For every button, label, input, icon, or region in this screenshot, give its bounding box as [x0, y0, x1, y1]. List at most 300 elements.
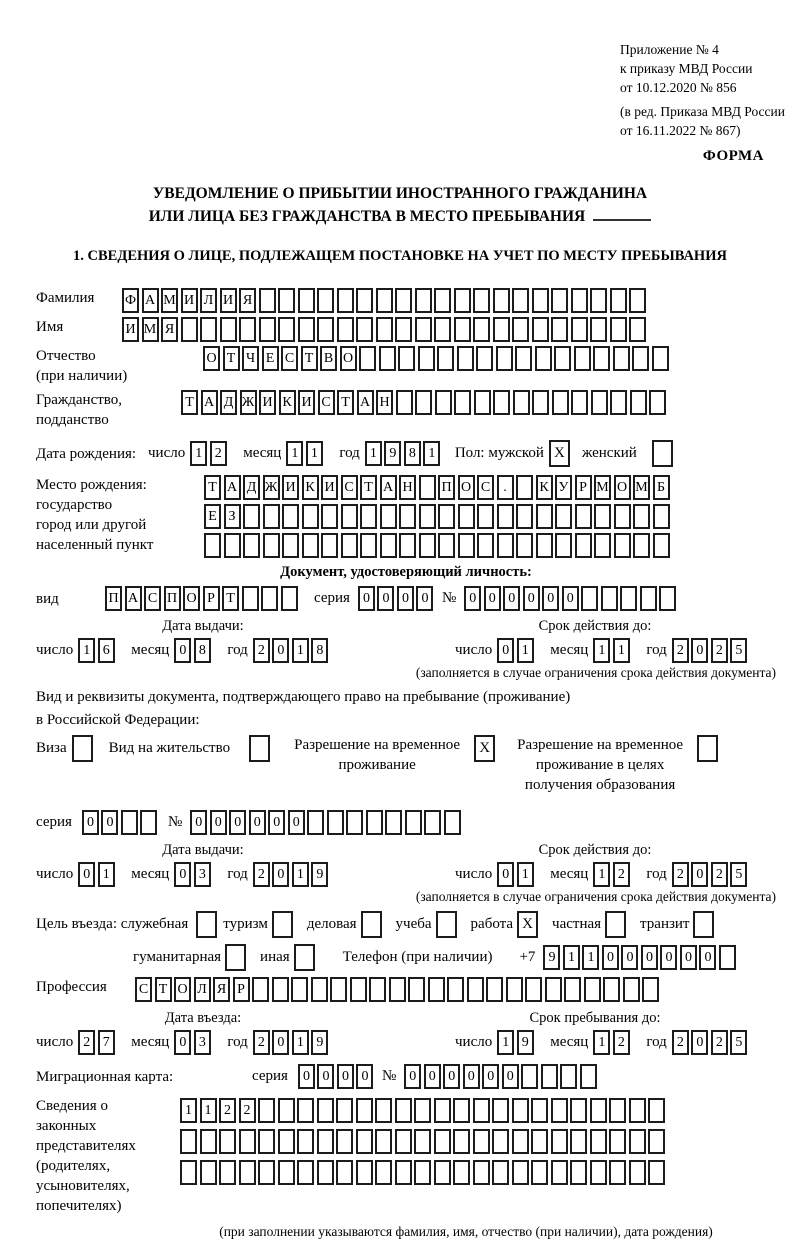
- form-cell[interactable]: [396, 390, 413, 415]
- form-cell[interactable]: [359, 346, 376, 371]
- form-cell[interactable]: О: [340, 346, 357, 371]
- form-cell[interactable]: П: [438, 475, 455, 500]
- form-cell[interactable]: [493, 317, 510, 342]
- form-cell[interactable]: 0: [503, 586, 520, 611]
- form-cell[interactable]: [380, 533, 397, 558]
- form-cell[interactable]: [476, 346, 493, 371]
- form-cell[interactable]: [571, 317, 588, 342]
- form-cell[interactable]: З: [224, 504, 241, 529]
- temp-residence-edu-checkbox[interactable]: [697, 735, 718, 762]
- form-cell[interactable]: 5: [730, 638, 747, 663]
- form-cell[interactable]: 9: [311, 1030, 328, 1055]
- form-cell[interactable]: [512, 1098, 529, 1123]
- form-cell[interactable]: [532, 390, 549, 415]
- form-cell[interactable]: 2: [613, 862, 630, 887]
- form-cell[interactable]: И: [259, 390, 276, 415]
- form-cell[interactable]: [571, 288, 588, 313]
- form-cell[interactable]: 1: [292, 638, 309, 663]
- form-cell[interactable]: Ч: [242, 346, 259, 371]
- form-cell[interactable]: 0: [174, 862, 191, 887]
- form-cell[interactable]: [375, 1129, 392, 1154]
- form-cell[interactable]: Л: [194, 977, 211, 1002]
- form-cell[interactable]: [307, 810, 324, 835]
- form-cell[interactable]: [418, 346, 435, 371]
- form-cell[interactable]: [297, 1160, 314, 1185]
- form-cell[interactable]: М: [633, 475, 650, 500]
- form-cell[interactable]: [633, 504, 650, 529]
- form-cell[interactable]: И: [298, 390, 315, 415]
- form-cell[interactable]: [447, 977, 464, 1002]
- form-cell[interactable]: 0: [268, 810, 285, 835]
- form-cell[interactable]: [415, 288, 432, 313]
- form-cell[interactable]: 1: [517, 638, 534, 663]
- form-cell[interactable]: [570, 1098, 587, 1123]
- form-cell[interactable]: [398, 346, 415, 371]
- form-cell[interactable]: 0: [317, 1064, 334, 1089]
- temp-residence-checkbox[interactable]: X: [474, 735, 495, 762]
- form-cell[interactable]: [516, 475, 533, 500]
- form-cell[interactable]: [551, 1129, 568, 1154]
- form-cell[interactable]: [297, 1129, 314, 1154]
- form-cell[interactable]: 1: [286, 441, 303, 466]
- form-cell[interactable]: Е: [204, 504, 221, 529]
- form-cell[interactable]: А: [380, 475, 397, 500]
- form-cell[interactable]: 0: [699, 945, 716, 970]
- form-cell[interactable]: С: [281, 346, 298, 371]
- form-cell[interactable]: [477, 504, 494, 529]
- option-checkbox[interactable]: [605, 911, 626, 938]
- form-cell[interactable]: [536, 504, 553, 529]
- form-cell[interactable]: [515, 346, 532, 371]
- form-cell[interactable]: [239, 1160, 256, 1185]
- form-cell[interactable]: [356, 1129, 373, 1154]
- option-checkbox[interactable]: [693, 911, 714, 938]
- form-cell[interactable]: Ф: [122, 288, 139, 313]
- form-cell[interactable]: [659, 586, 676, 611]
- form-cell[interactable]: А: [357, 390, 374, 415]
- form-cell[interactable]: [633, 533, 650, 558]
- form-cell[interactable]: [649, 390, 666, 415]
- form-cell[interactable]: [376, 288, 393, 313]
- form-cell[interactable]: [555, 504, 572, 529]
- form-cell[interactable]: 0: [424, 1064, 441, 1089]
- form-cell[interactable]: 8: [194, 638, 211, 663]
- form-cell[interactable]: [389, 977, 406, 1002]
- form-cell[interactable]: [317, 1129, 334, 1154]
- form-cell[interactable]: [497, 533, 514, 558]
- form-cell[interactable]: [531, 1098, 548, 1123]
- form-cell[interactable]: М: [142, 317, 159, 342]
- form-cell[interactable]: [653, 533, 670, 558]
- residence-permit-checkbox[interactable]: [249, 735, 270, 762]
- form-cell[interactable]: [259, 317, 276, 342]
- form-cell[interactable]: [263, 533, 280, 558]
- form-cell[interactable]: [375, 1098, 392, 1123]
- form-cell[interactable]: 0: [464, 586, 481, 611]
- form-cell[interactable]: [552, 390, 569, 415]
- form-cell[interactable]: Е: [262, 346, 279, 371]
- form-cell[interactable]: [512, 288, 529, 313]
- form-cell[interactable]: [434, 1160, 451, 1185]
- form-cell[interactable]: А: [224, 475, 241, 500]
- form-cell[interactable]: 1: [98, 862, 115, 887]
- form-cell[interactable]: [424, 810, 441, 835]
- form-cell[interactable]: [545, 977, 562, 1002]
- option-checkbox[interactable]: [361, 911, 382, 938]
- form-cell[interactable]: И: [220, 288, 237, 313]
- form-cell[interactable]: Ж: [240, 390, 257, 415]
- form-cell[interactable]: [506, 977, 523, 1002]
- form-cell[interactable]: [453, 1098, 470, 1123]
- form-cell[interactable]: [581, 586, 598, 611]
- form-cell[interactable]: [281, 586, 298, 611]
- form-cell[interactable]: [719, 945, 736, 970]
- form-cell[interactable]: 2: [253, 862, 270, 887]
- form-cell[interactable]: [473, 317, 490, 342]
- form-cell[interactable]: А: [125, 586, 142, 611]
- form-cell[interactable]: [252, 977, 269, 1002]
- form-cell[interactable]: 0: [404, 1064, 421, 1089]
- form-cell[interactable]: 1: [292, 1030, 309, 1055]
- form-cell[interactable]: [399, 504, 416, 529]
- form-cell[interactable]: [395, 1098, 412, 1123]
- form-cell[interactable]: [140, 810, 157, 835]
- form-cell[interactable]: С: [318, 390, 335, 415]
- form-cell[interactable]: 1: [423, 441, 440, 466]
- form-cell[interactable]: [560, 1064, 577, 1089]
- form-cell[interactable]: Т: [222, 586, 239, 611]
- form-cell[interactable]: [467, 977, 484, 1002]
- form-cell[interactable]: [272, 977, 289, 1002]
- form-cell[interactable]: [258, 1098, 275, 1123]
- form-cell[interactable]: 3: [194, 1030, 211, 1055]
- form-cell[interactable]: 0: [562, 586, 579, 611]
- form-cell[interactable]: [395, 288, 412, 313]
- form-cell[interactable]: [298, 317, 315, 342]
- form-cell[interactable]: [584, 977, 601, 1002]
- form-cell[interactable]: [521, 1064, 538, 1089]
- form-cell[interactable]: 0: [691, 862, 708, 887]
- form-cell[interactable]: П: [164, 586, 181, 611]
- form-cell[interactable]: [453, 1160, 470, 1185]
- form-cell[interactable]: [531, 1129, 548, 1154]
- form-cell[interactable]: 1: [593, 1030, 610, 1055]
- form-cell[interactable]: [609, 1129, 626, 1154]
- form-cell[interactable]: 2: [711, 862, 728, 887]
- form-cell[interactable]: 2: [253, 1030, 270, 1055]
- form-cell[interactable]: О: [614, 475, 631, 500]
- form-cell[interactable]: [219, 1160, 236, 1185]
- sex-male-checkbox[interactable]: X: [549, 440, 570, 467]
- form-cell[interactable]: 3: [194, 862, 211, 887]
- form-cell[interactable]: [492, 1098, 509, 1123]
- form-cell[interactable]: 0: [397, 586, 414, 611]
- form-cell[interactable]: У: [555, 475, 572, 500]
- form-cell[interactable]: [601, 586, 618, 611]
- form-cell[interactable]: [302, 533, 319, 558]
- form-cell[interactable]: [473, 1098, 490, 1123]
- form-cell[interactable]: [200, 1129, 217, 1154]
- form-cell[interactable]: А: [201, 390, 218, 415]
- form-cell[interactable]: [356, 1098, 373, 1123]
- form-cell[interactable]: [591, 390, 608, 415]
- form-cell[interactable]: [434, 317, 451, 342]
- form-cell[interactable]: [551, 1098, 568, 1123]
- form-cell[interactable]: [532, 317, 549, 342]
- form-cell[interactable]: [317, 1160, 334, 1185]
- form-cell[interactable]: [632, 346, 649, 371]
- form-cell[interactable]: 0: [416, 586, 433, 611]
- form-cell[interactable]: [181, 317, 198, 342]
- form-cell[interactable]: [574, 346, 591, 371]
- form-cell[interactable]: [341, 533, 358, 558]
- form-cell[interactable]: 1: [582, 945, 599, 970]
- form-cell[interactable]: [311, 977, 328, 1002]
- form-cell[interactable]: [642, 977, 659, 1002]
- form-cell[interactable]: 1: [365, 441, 382, 466]
- form-cell[interactable]: [327, 810, 344, 835]
- form-cell[interactable]: [243, 533, 260, 558]
- form-cell[interactable]: 0: [542, 586, 559, 611]
- form-cell[interactable]: 0: [174, 1030, 191, 1055]
- form-cell[interactable]: [239, 1129, 256, 1154]
- form-cell[interactable]: [603, 977, 620, 1002]
- form-cell[interactable]: 0: [443, 1064, 460, 1089]
- form-cell[interactable]: 0: [484, 586, 501, 611]
- form-cell[interactable]: [356, 317, 373, 342]
- form-cell[interactable]: [239, 317, 256, 342]
- form-cell[interactable]: [473, 1129, 490, 1154]
- form-cell[interactable]: Б: [653, 475, 670, 500]
- form-cell[interactable]: [512, 317, 529, 342]
- form-cell[interactable]: [444, 810, 461, 835]
- form-cell[interactable]: [609, 1098, 626, 1123]
- form-cell[interactable]: 2: [711, 638, 728, 663]
- form-cell[interactable]: Д: [220, 390, 237, 415]
- form-cell[interactable]: 0: [641, 945, 658, 970]
- form-cell[interactable]: [434, 1129, 451, 1154]
- form-cell[interactable]: [379, 346, 396, 371]
- form-cell[interactable]: [336, 1160, 353, 1185]
- form-cell[interactable]: [541, 1064, 558, 1089]
- form-cell[interactable]: С: [135, 977, 152, 1002]
- form-cell[interactable]: [200, 1160, 217, 1185]
- form-cell[interactable]: 0: [210, 810, 227, 835]
- form-cell[interactable]: 0: [358, 586, 375, 611]
- form-cell[interactable]: [419, 504, 436, 529]
- form-cell[interactable]: [614, 533, 631, 558]
- form-cell[interactable]: [531, 1160, 548, 1185]
- form-cell[interactable]: [453, 1129, 470, 1154]
- form-cell[interactable]: О: [203, 346, 220, 371]
- form-cell[interactable]: [496, 346, 513, 371]
- form-cell[interactable]: 0: [356, 1064, 373, 1089]
- form-cell[interactable]: [551, 288, 568, 313]
- form-cell[interactable]: [258, 1129, 275, 1154]
- form-cell[interactable]: 0: [502, 1064, 519, 1089]
- option-checkbox[interactable]: X: [517, 911, 538, 938]
- form-cell[interactable]: [200, 317, 217, 342]
- form-cell[interactable]: Р: [575, 475, 592, 500]
- form-cell[interactable]: 9: [384, 441, 401, 466]
- form-cell[interactable]: [298, 288, 315, 313]
- form-cell[interactable]: [593, 346, 610, 371]
- form-cell[interactable]: О: [174, 977, 191, 1002]
- form-cell[interactable]: [408, 977, 425, 1002]
- form-cell[interactable]: [438, 504, 455, 529]
- form-cell[interactable]: [609, 1160, 626, 1185]
- form-cell[interactable]: [243, 504, 260, 529]
- form-cell[interactable]: [532, 288, 549, 313]
- form-cell[interactable]: [590, 288, 607, 313]
- form-cell[interactable]: М: [594, 475, 611, 500]
- form-cell[interactable]: [258, 1160, 275, 1185]
- sex-female-checkbox[interactable]: [652, 440, 673, 467]
- purpose-first-checkbox[interactable]: [196, 911, 217, 938]
- form-cell[interactable]: [278, 1160, 295, 1185]
- form-cell[interactable]: 0: [272, 1030, 289, 1055]
- form-cell[interactable]: [380, 504, 397, 529]
- form-cell[interactable]: [415, 390, 432, 415]
- form-cell[interactable]: [614, 504, 631, 529]
- form-cell[interactable]: Л: [200, 288, 217, 313]
- form-cell[interactable]: 9: [311, 862, 328, 887]
- form-cell[interactable]: [648, 1160, 665, 1185]
- form-cell[interactable]: Я: [161, 317, 178, 342]
- form-cell[interactable]: [220, 317, 237, 342]
- form-cell[interactable]: [492, 1129, 509, 1154]
- form-cell[interactable]: [278, 288, 295, 313]
- form-cell[interactable]: [375, 1160, 392, 1185]
- form-cell[interactable]: [438, 533, 455, 558]
- form-cell[interactable]: Р: [233, 977, 250, 1002]
- form-cell[interactable]: 2: [210, 441, 227, 466]
- form-cell[interactable]: 0: [482, 1064, 499, 1089]
- form-cell[interactable]: [278, 1098, 295, 1123]
- form-cell[interactable]: 0: [463, 1064, 480, 1089]
- form-cell[interactable]: [653, 504, 670, 529]
- form-cell[interactable]: [356, 288, 373, 313]
- form-cell[interactable]: 0: [497, 862, 514, 887]
- form-cell[interactable]: [346, 810, 363, 835]
- form-cell[interactable]: [360, 533, 377, 558]
- form-cell[interactable]: 1: [593, 638, 610, 663]
- form-cell[interactable]: [350, 977, 367, 1002]
- form-cell[interactable]: [564, 977, 581, 1002]
- option-checkbox[interactable]: [294, 944, 315, 971]
- form-cell[interactable]: [419, 475, 436, 500]
- form-cell[interactable]: [302, 504, 319, 529]
- form-cell[interactable]: [497, 504, 514, 529]
- form-cell[interactable]: К: [536, 475, 553, 500]
- form-cell[interactable]: [590, 317, 607, 342]
- form-cell[interactable]: И: [282, 475, 299, 500]
- form-cell[interactable]: 1: [200, 1098, 217, 1123]
- form-cell[interactable]: [263, 504, 280, 529]
- form-cell[interactable]: [259, 288, 276, 313]
- form-cell[interactable]: [551, 1160, 568, 1185]
- form-cell[interactable]: Т: [181, 390, 198, 415]
- form-cell[interactable]: [242, 586, 259, 611]
- form-cell[interactable]: 9: [517, 1030, 534, 1055]
- form-cell[interactable]: П: [105, 586, 122, 611]
- form-cell[interactable]: Т: [337, 390, 354, 415]
- form-cell[interactable]: [180, 1129, 197, 1154]
- form-cell[interactable]: [594, 504, 611, 529]
- form-cell[interactable]: [536, 533, 553, 558]
- form-cell[interactable]: [525, 977, 542, 1002]
- form-cell[interactable]: Я: [239, 288, 256, 313]
- form-cell[interactable]: 0: [288, 810, 305, 835]
- form-cell[interactable]: [477, 533, 494, 558]
- form-cell[interactable]: [414, 1160, 431, 1185]
- form-cell[interactable]: [571, 390, 588, 415]
- form-cell[interactable]: Т: [155, 977, 172, 1002]
- form-cell[interactable]: 0: [272, 638, 289, 663]
- form-cell[interactable]: [629, 1160, 646, 1185]
- form-cell[interactable]: [337, 288, 354, 313]
- form-cell[interactable]: [376, 317, 393, 342]
- form-cell[interactable]: А: [142, 288, 159, 313]
- form-cell[interactable]: [297, 1098, 314, 1123]
- form-cell[interactable]: Ж: [263, 475, 280, 500]
- form-cell[interactable]: [395, 317, 412, 342]
- form-cell[interactable]: О: [458, 475, 475, 500]
- form-cell[interactable]: 0: [78, 862, 95, 887]
- form-cell[interactable]: 2: [239, 1098, 256, 1123]
- form-cell[interactable]: [395, 1160, 412, 1185]
- form-cell[interactable]: 8: [404, 441, 421, 466]
- form-cell[interactable]: [620, 586, 637, 611]
- form-cell[interactable]: 6: [98, 638, 115, 663]
- form-cell[interactable]: [473, 1160, 490, 1185]
- option-checkbox[interactable]: [436, 911, 457, 938]
- form-cell[interactable]: 0: [298, 1064, 315, 1089]
- form-cell[interactable]: [512, 1129, 529, 1154]
- form-cell[interactable]: [336, 1098, 353, 1123]
- form-cell[interactable]: [360, 504, 377, 529]
- form-cell[interactable]: [415, 317, 432, 342]
- form-cell[interactable]: [613, 346, 630, 371]
- form-cell[interactable]: Н: [399, 475, 416, 500]
- form-cell[interactable]: [512, 1160, 529, 1185]
- form-cell[interactable]: [580, 1064, 597, 1089]
- form-cell[interactable]: 1: [593, 862, 610, 887]
- form-cell[interactable]: [261, 586, 278, 611]
- form-cell[interactable]: 0: [691, 1030, 708, 1055]
- form-cell[interactable]: 0: [249, 810, 266, 835]
- form-cell[interactable]: 2: [672, 1030, 689, 1055]
- form-cell[interactable]: Т: [204, 475, 221, 500]
- form-cell[interactable]: [204, 533, 221, 558]
- form-cell[interactable]: [419, 533, 436, 558]
- form-cell[interactable]: И: [181, 288, 198, 313]
- form-cell[interactable]: 2: [219, 1098, 236, 1123]
- form-cell[interactable]: 5: [730, 1030, 747, 1055]
- form-cell[interactable]: [395, 1129, 412, 1154]
- form-cell[interactable]: 2: [253, 638, 270, 663]
- form-cell[interactable]: [554, 346, 571, 371]
- form-cell[interactable]: 0: [602, 945, 619, 970]
- form-cell[interactable]: 1: [78, 638, 95, 663]
- form-cell[interactable]: [278, 1129, 295, 1154]
- form-cell[interactable]: [317, 288, 334, 313]
- form-cell[interactable]: К: [302, 475, 319, 500]
- form-cell[interactable]: [516, 533, 533, 558]
- form-cell[interactable]: [434, 1098, 451, 1123]
- form-cell[interactable]: [648, 1098, 665, 1123]
- form-cell[interactable]: [428, 977, 445, 1002]
